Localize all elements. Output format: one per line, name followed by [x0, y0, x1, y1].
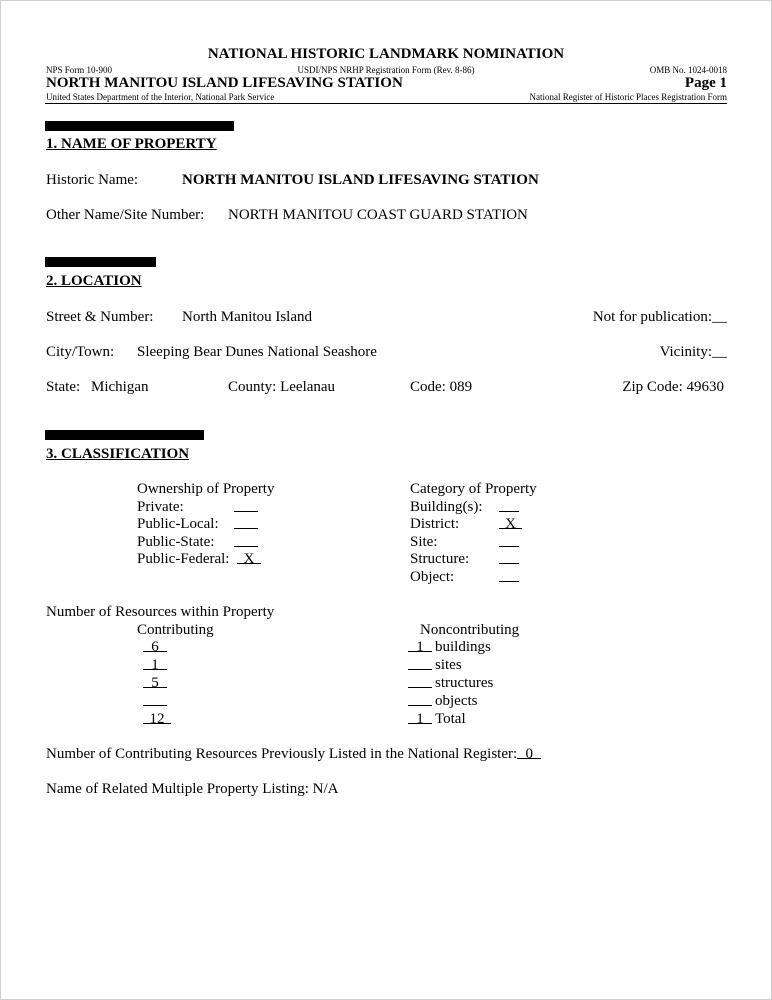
- resources-title: Number of Resources within Property: [46, 604, 275, 620]
- ownership-label: Public-Local:: [137, 516, 219, 532]
- section-3-heading: 3. CLASSIFICATION: [46, 446, 190, 462]
- noncontributing-count: [408, 675, 432, 693]
- ownership-label: Private:: [137, 499, 184, 515]
- form-title: NATIONAL HISTORIC LANDMARK NOMINATION: [207, 46, 565, 62]
- noncontributing-count-value: 1: [408, 639, 432, 652]
- code: Code: 089: [410, 379, 473, 395]
- noncontributing-count: [408, 711, 432, 728]
- category-title: Category of Property: [410, 481, 537, 497]
- contributing-count: [143, 675, 167, 692]
- noncontributing-count-value: [408, 657, 432, 670]
- city-label: City/Town:: [46, 344, 115, 360]
- related-listing-value: N/A: [312, 781, 339, 797]
- category-label: Structure:: [410, 551, 470, 567]
- contributing-count: [143, 693, 167, 711]
- category-mark: [499, 551, 519, 569]
- omb-number: OMB No. 1024-0018: [649, 65, 727, 75]
- state-label: State:: [46, 379, 81, 395]
- header-rule: [45, 103, 727, 104]
- resource-type: structures: [435, 675, 494, 691]
- noncontributing-label: Noncontributing: [420, 622, 520, 638]
- ownership-label: Public-Federal:: [137, 551, 230, 567]
- category-mark: [499, 569, 519, 587]
- noncontributing-count-value: [408, 675, 432, 688]
- contributing-count-value: [143, 693, 167, 706]
- contributing-count-value: 5: [143, 675, 167, 688]
- resource-type: buildings: [435, 639, 491, 655]
- related-listing: [46, 781, 338, 798]
- previously-listed-label: Number of Contributing Resources Previously Listed in the National Register:: [46, 746, 518, 762]
- category-label: Building(s):: [410, 499, 483, 515]
- contributing-count: [143, 639, 167, 656]
- contributing-count-value: 6: [143, 639, 167, 652]
- ownership-mark: [234, 499, 258, 517]
- section-2-bar: [45, 257, 156, 267]
- section-1-heading: 1. NAME OF PROPERTY: [46, 136, 217, 152]
- category-label: District:: [410, 516, 460, 532]
- zip-code: Zip Code: 49630: [622, 379, 724, 395]
- page-number: Page 1: [684, 75, 727, 91]
- department-line: United States Department of the Interior, National Park Service: [46, 92, 275, 102]
- resource-type: objects: [435, 693, 478, 709]
- street-value: North Manitou Island: [182, 309, 312, 325]
- ownership-mark: [234, 534, 258, 552]
- register-line: National Register of Historic Places Registration Form: [529, 92, 727, 102]
- noncontributing-count: [408, 693, 432, 711]
- noncontributing-count: [408, 639, 432, 656]
- ownership-title: Ownership of Property: [137, 481, 275, 497]
- street-label: Street & Number:: [46, 309, 154, 325]
- category-mark-value: [499, 551, 519, 564]
- category-mark: [499, 534, 519, 552]
- noncontributing-count-value: 1: [408, 711, 432, 724]
- ownership-label: Public-State:: [137, 534, 215, 550]
- ownership-mark: [234, 516, 258, 534]
- category-mark: [499, 516, 522, 533]
- contributing-label: Contributing: [137, 622, 214, 638]
- section-2-heading: 2. LOCATION: [46, 273, 142, 289]
- previously-listed-value: 0: [517, 746, 541, 759]
- historic-name-label: Historic Name:: [46, 172, 139, 188]
- category-mark: [499, 499, 519, 517]
- form-reference: USDI/NPS NRHP Registration Form (Rev. 8-86): [297, 65, 475, 75]
- resource-type: sites: [435, 657, 462, 673]
- ownership-mark-value: [234, 499, 258, 512]
- county: County: Leelanau: [228, 379, 336, 395]
- historic-name-value: NORTH MANITOU ISLAND LIFESAVING STATION: [182, 172, 539, 188]
- resource-type: Total: [435, 711, 466, 727]
- city-value: Sleeping Bear Dunes National Seashore: [137, 344, 377, 360]
- section-1-bar: [45, 121, 234, 131]
- category-label: Object:: [410, 569, 455, 585]
- other-name-label: Other Name/Site Number:: [46, 207, 205, 223]
- category-mark-value: [499, 499, 519, 512]
- category-label: Site:: [410, 534, 438, 550]
- section-3-bar: [45, 430, 204, 440]
- contributing-count-value: 1: [143, 657, 167, 670]
- ownership-mark: [237, 551, 261, 568]
- ownership-mark-value: X: [237, 551, 261, 564]
- previously-listed: [46, 746, 541, 763]
- category-mark-value: [499, 534, 519, 547]
- related-listing-label: Name of Related Multiple Property Listing:: [46, 781, 309, 797]
- category-mark-value: X: [499, 516, 522, 529]
- noncontributing-count-value: [408, 693, 432, 706]
- ownership-mark-value: [234, 534, 258, 547]
- contributing-count-value: 12: [143, 711, 171, 724]
- noncontributing-count: [408, 657, 432, 675]
- not-for-publication: Not for publication:__: [592, 309, 727, 325]
- other-name-value: NORTH MANITOU COAST GUARD STATION: [228, 207, 528, 223]
- contributing-count: [143, 711, 171, 728]
- vicinity: Vicinity:__: [659, 344, 727, 360]
- contributing-count: [143, 657, 167, 674]
- ownership-mark-value: [234, 516, 258, 529]
- form-number: NPS Form 10-900: [46, 65, 113, 75]
- category-mark-value: [499, 569, 519, 582]
- state-value: Michigan: [91, 379, 149, 395]
- property-name-header: NORTH MANITOU ISLAND LIFESAVING STATION: [46, 75, 403, 91]
